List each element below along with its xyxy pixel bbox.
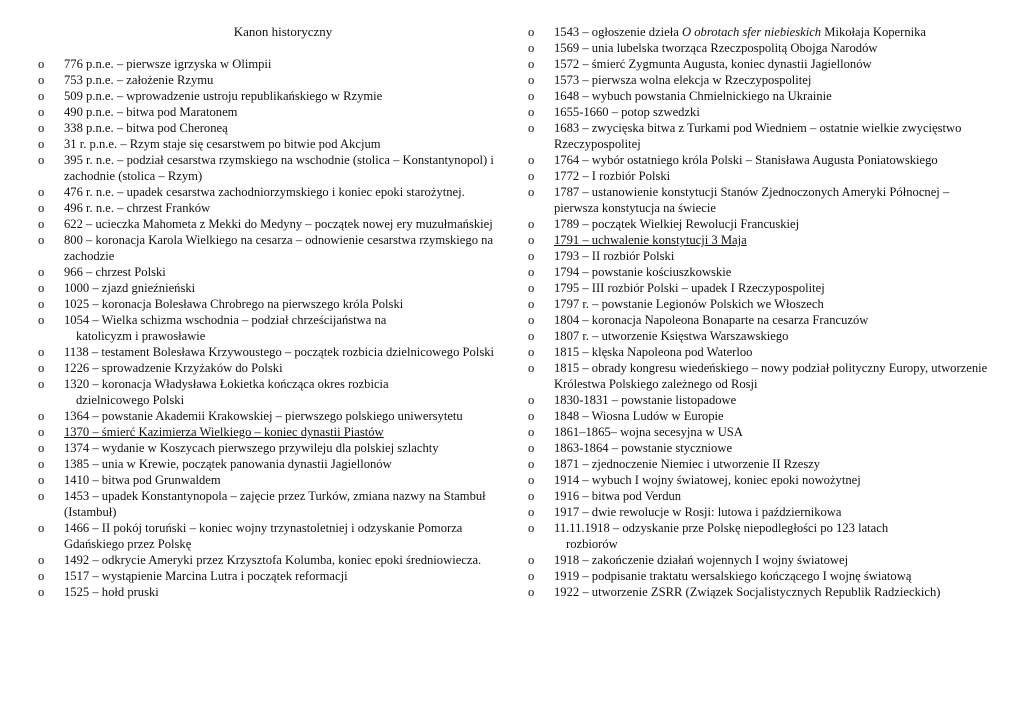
list-item <box>38 184 508 200</box>
list-item <box>528 472 988 488</box>
bullet-icon: o <box>528 441 535 455</box>
item-text: 509 p.n.e. – wprowadzenie ustroju republikańskiego w Rzymie <box>64 89 383 103</box>
item-text: 1797 r. – powstanie Legionów Polskich we Włoszech <box>554 297 824 311</box>
list-item <box>38 72 508 88</box>
list-item <box>38 360 508 376</box>
list-item <box>38 376 508 408</box>
item-text: 1863-1864 – powstanie styczniowe <box>554 441 733 455</box>
list-item <box>528 440 988 456</box>
list-item <box>528 344 988 360</box>
list-item <box>38 200 508 216</box>
list-item <box>528 312 988 328</box>
bullet-icon: o <box>528 185 535 199</box>
list-item <box>38 520 508 552</box>
bullet-icon: o <box>38 137 45 151</box>
bullet-icon: o <box>38 585 45 599</box>
bullet-icon: o <box>528 313 535 327</box>
item-text: 1789 – początek Wielkiej Rewolucji Francuskiej <box>554 217 800 231</box>
bullet-icon: o <box>528 25 535 39</box>
item-text: 338 p.n.e. – bitwa pod Cheroneą <box>64 121 228 135</box>
list-item <box>38 488 508 520</box>
bullet-icon: o <box>38 153 45 167</box>
list-item <box>38 152 508 184</box>
list-item <box>528 296 988 312</box>
bullet-icon: o <box>38 73 45 87</box>
bullet-icon: o <box>38 569 45 583</box>
bullet-icon: o <box>528 569 535 583</box>
bullet-icon: o <box>38 425 45 439</box>
item-text: 1410 – bitwa pod Grunwaldem <box>64 473 221 487</box>
list-item <box>38 296 508 312</box>
bullet-icon: o <box>38 457 45 471</box>
item-text: 1914 – wybuch I wojny światowej, koniec epoki nowożytnej <box>554 473 861 487</box>
list-item <box>38 232 508 264</box>
list-item <box>528 168 988 184</box>
list-item <box>38 136 508 152</box>
item-text: 11.11.1918 – odzyskanie prze Polskę niepodległości po 123 latach <box>554 521 889 535</box>
bullet-icon: o <box>528 425 535 439</box>
list-item <box>38 216 508 232</box>
item-text: 31 r. p.n.e. – Rzym staje się cesarstwem po bitwie pod Akcjum <box>64 137 381 151</box>
list-item <box>528 504 988 520</box>
item-text: 1830-1831 – powstanie listopadowe <box>554 393 737 407</box>
list-item <box>528 584 988 600</box>
bullet-icon: o <box>38 521 45 535</box>
item-text: 1916 – bitwa pod Verdun <box>554 489 682 503</box>
list-item <box>528 552 988 568</box>
item-text: 1871 – zjednoczenie Niemiec i utworzenie II Rzeszy <box>554 457 821 471</box>
bullet-icon: o <box>528 105 535 119</box>
item-text: 966 – chrzest Polski <box>64 265 166 279</box>
bullet-icon: o <box>528 489 535 503</box>
list-item <box>38 424 508 440</box>
item-text: 1918 – zakończenie działań wojennych I wojny światowej <box>554 553 849 567</box>
list-item <box>528 568 988 584</box>
item-text: 1138 – testament Bolesława Krzywoustego – początek rozbicia dzielnicowego Polski <box>64 345 495 359</box>
bullet-icon: o <box>38 489 45 503</box>
item-text: 1054 – Wielka schizma wschodnia – podział chrześcijaństwa na <box>64 313 387 327</box>
item-text: 622 – ucieczka Mahometa z Mekki do Medyny – początek nowej ery muzułmańskiej <box>64 217 493 231</box>
bullet-icon: o <box>528 217 535 231</box>
bullet-icon: o <box>528 473 535 487</box>
list-item <box>528 104 988 120</box>
bullet-icon: o <box>38 377 45 391</box>
bullet-icon: o <box>38 185 45 199</box>
item-text: 1000 – zjazd gnieźnieński <box>64 281 196 295</box>
list-item <box>38 344 508 360</box>
page-title: Kanon historyczny <box>233 24 333 39</box>
bullet-icon: o <box>528 505 535 519</box>
item-text: 1320 – koronacja Władysława Łokietka kończąca okres rozbicia <box>64 377 389 391</box>
item-text: 1453 – upadek Konstantynopola – zajęcie przez Turków, zmiana nazwy na Stambuł (Istambuł) <box>64 489 486 519</box>
list-item <box>38 568 508 584</box>
item-text: 1226 – sprowadzenie Krzyżaków do Polski <box>64 361 283 375</box>
item-text: 1364 – powstanie Akademii Krakowskiej – pierwszego polskiego uniwersytetu <box>64 409 463 423</box>
list-item <box>528 248 988 264</box>
list-item <box>38 312 508 344</box>
item-text: 1569 – unia lubelska tworząca Rzeczpospolitą Obojga Narodów <box>554 41 878 55</box>
list-item <box>528 152 988 168</box>
item-text: 1525 – hołd pruski <box>64 585 159 599</box>
list-item <box>528 72 988 88</box>
list-item <box>528 56 988 72</box>
list-item <box>38 104 508 120</box>
bullet-icon: o <box>528 297 535 311</box>
item-text: 1919 – podpisanie traktatu wersalskiego kończącego I wojnę światową <box>554 569 912 583</box>
bullet-icon: o <box>528 281 535 295</box>
list-item <box>528 40 988 56</box>
bullet-icon: o <box>38 265 45 279</box>
list-item <box>38 552 508 568</box>
item-text-continuation: dzielnicowego Polski <box>76 393 185 407</box>
bullet-icon: o <box>528 249 535 263</box>
item-text: 496 r. n.e. – chrzest Franków <box>64 201 211 215</box>
item-text: 1807 r. – utworzenie Księstwa Warszawskiego <box>554 329 789 343</box>
bullet-icon: o <box>38 553 45 567</box>
list-item <box>528 216 988 232</box>
list-item <box>38 88 508 104</box>
item-text: 395 r. n.e. – podział cesarstwa rzymskiego na wschodnie (stolica – Konstantynopol) i zachodnie (stolica – Rzym) <box>64 153 494 183</box>
bullet-icon: o <box>528 233 535 247</box>
item-text: 1543 – ogłoszenie dzieła <box>554 25 682 39</box>
list-item <box>528 232 988 248</box>
item-text: 476 r. n.e. – upadek cesarstwa zachodniorzymskiego i koniec epoki starożytnej. <box>64 185 465 199</box>
left-column <box>38 24 508 600</box>
bullet-icon: o <box>38 281 45 295</box>
list-item <box>528 24 988 40</box>
bullet-icon: o <box>528 89 535 103</box>
list-item <box>38 120 508 136</box>
bullet-icon: o <box>528 409 535 423</box>
bullet-icon: o <box>528 265 535 279</box>
item-text: 1573 – pierwsza wolna elekcja w Rzeczypospolitej <box>554 73 812 87</box>
bullet-icon: o <box>528 153 535 167</box>
list-item <box>528 88 988 104</box>
item-text: 1683 – zwycięska bitwa z Turkami pod Wiedniem – ostatnie wielkie zwycięstwo Rzeczypospolitej <box>554 121 962 151</box>
item-text: 1804 – koronacja Napoleona Bonaparte na cesarza Francuzów <box>554 313 869 327</box>
item-text: 1795 – III rozbiór Polski – upadek I Rzeczypospolitej <box>554 281 825 295</box>
item-text: 1370 – śmierć Kazimierza Wielkiego – koniec dynastii Piastów <box>64 425 384 439</box>
item-text: 1572 – śmierć Zygmunta Augusta, koniec dynastii Jagiellonów <box>554 57 872 71</box>
list-item <box>528 456 988 472</box>
bullet-icon: o <box>528 73 535 87</box>
bullet-icon: o <box>528 361 535 375</box>
item-text-continuation: katolicyzm i prawosławie <box>76 329 206 343</box>
bullet-icon: o <box>528 393 535 407</box>
item-text: 1025 – koronacja Bolesława Chrobrego na pierwszego króla Polski <box>64 297 404 311</box>
bullet-icon: o <box>38 105 45 119</box>
bullet-icon: o <box>38 89 45 103</box>
bullet-icon: o <box>38 441 45 455</box>
right-column <box>528 24 988 600</box>
item-text: 1385 – unia w Krewie, początek panowania dynastii Jagiellonów <box>64 457 392 471</box>
item-text: 490 p.n.e. – bitwa pod Maratonem <box>64 105 238 119</box>
list-item <box>528 264 988 280</box>
bullet-icon: o <box>528 57 535 71</box>
item-text: 1793 – II rozbiór Polski <box>554 249 675 263</box>
bullet-icon: o <box>528 553 535 567</box>
item-text: 1861–1865– wojna secesyjna w USA <box>554 425 743 439</box>
list-item <box>38 56 508 72</box>
bullet-icon: o <box>528 41 535 55</box>
item-text: 1791 – uchwalenie konstytucji 3 Maja <box>554 233 747 247</box>
bullet-icon: o <box>528 585 535 599</box>
list-item <box>528 520 988 552</box>
list-item <box>528 424 988 440</box>
bullet-icon: o <box>38 313 45 327</box>
list-item <box>38 440 508 456</box>
bullet-icon: o <box>38 57 45 71</box>
bullet-icon: o <box>38 361 45 375</box>
item-text: 1815 – obrady kongresu wiedeńskiego – nowy podział polityczny Europy, utworzenie Królestwa Polskiego zależnego od Rosji <box>554 361 988 391</box>
bullet-icon: o <box>38 217 45 231</box>
item-text: 1772 – I rozbiór Polski <box>554 169 671 183</box>
bullet-icon: o <box>38 473 45 487</box>
list-item <box>528 392 988 408</box>
item-text: 1492 – odkrycie Ameryki przez Krzysztofa Kolumba, koniec epoki średniowiecza. <box>64 553 482 567</box>
item-title-italic: O obrotach sfer niebieskich <box>682 25 822 39</box>
bullet-icon: o <box>38 345 45 359</box>
list-item <box>528 408 988 424</box>
bullet-icon: o <box>528 457 535 471</box>
list-item <box>38 280 508 296</box>
item-text-continuation: rozbiorów <box>566 537 618 551</box>
item-text: 1466 – II pokój toruński – koniec wojny trzynastoletniej i odzyskanie Pomorza Gdańskiego przez Polskę <box>64 521 463 551</box>
left-list <box>38 56 508 600</box>
bullet-icon: o <box>528 169 535 183</box>
list-item <box>38 264 508 280</box>
list-item <box>528 184 988 216</box>
item-text: 1787 – ustanowienie konstytucji Stanów Zjednoczonych Ameryki Północnej – pierwsza konstytucja na świecie <box>554 185 950 215</box>
list-item <box>528 328 988 344</box>
item-text: 1815 – klęska Napoleona pod Waterloo <box>554 345 753 359</box>
bullet-icon: o <box>38 201 45 215</box>
item-text: 1648 – wybuch powstania Chmielnickiego na Ukrainie <box>554 89 832 103</box>
item-text: 1848 – Wiosna Ludów w Europie <box>554 409 724 423</box>
list-item <box>38 472 508 488</box>
item-text: 800 – koronacja Karola Wielkiego na cesarza – odnowienie cesarstwa rzymskiego na zachodzie <box>64 233 494 263</box>
item-text: 1922 – utworzenie ZSRR (Związek Socjalistycznych Republik Radzieckich) <box>554 585 941 599</box>
item-text: Mikołaja Kopernika <box>821 25 927 39</box>
list-item <box>38 408 508 424</box>
list-item <box>528 360 988 392</box>
item-text: 1917 – dwie rewolucje w Rosji: lutowa i październikowa <box>554 505 842 519</box>
item-text: 1764 – wybór ostatniego króla Polski – Stanisława Augusta Poniatowskiego <box>554 153 938 167</box>
list-item <box>528 280 988 296</box>
bullet-icon: o <box>38 409 45 423</box>
item-text: 1655-1660 – potop szwedzki <box>554 105 700 119</box>
list-item <box>38 456 508 472</box>
item-text: 1374 – wydanie w Koszycach pierwszego przywileju dla polskiej szlachty <box>64 441 439 455</box>
bullet-icon: o <box>38 233 45 247</box>
item-text: 1794 – powstanie kościuszkowskie <box>554 265 732 279</box>
bullet-icon: o <box>528 121 535 135</box>
bullet-icon: o <box>38 121 45 135</box>
list-item <box>528 488 988 504</box>
bullet-icon: o <box>528 521 535 535</box>
right-list <box>528 24 988 600</box>
item-text: 776 p.n.e. – pierwsze igrzyska w Olimpii <box>64 57 272 71</box>
bullet-icon: o <box>528 345 535 359</box>
list-item <box>38 584 508 600</box>
list-item <box>528 120 988 152</box>
bullet-icon: o <box>528 329 535 343</box>
item-text: 1517 – wystąpienie Marcina Lutra i początek reformacji <box>64 569 348 583</box>
bullet-icon: o <box>38 297 45 311</box>
item-text: 753 p.n.e. – założenie Rzymu <box>64 73 214 87</box>
